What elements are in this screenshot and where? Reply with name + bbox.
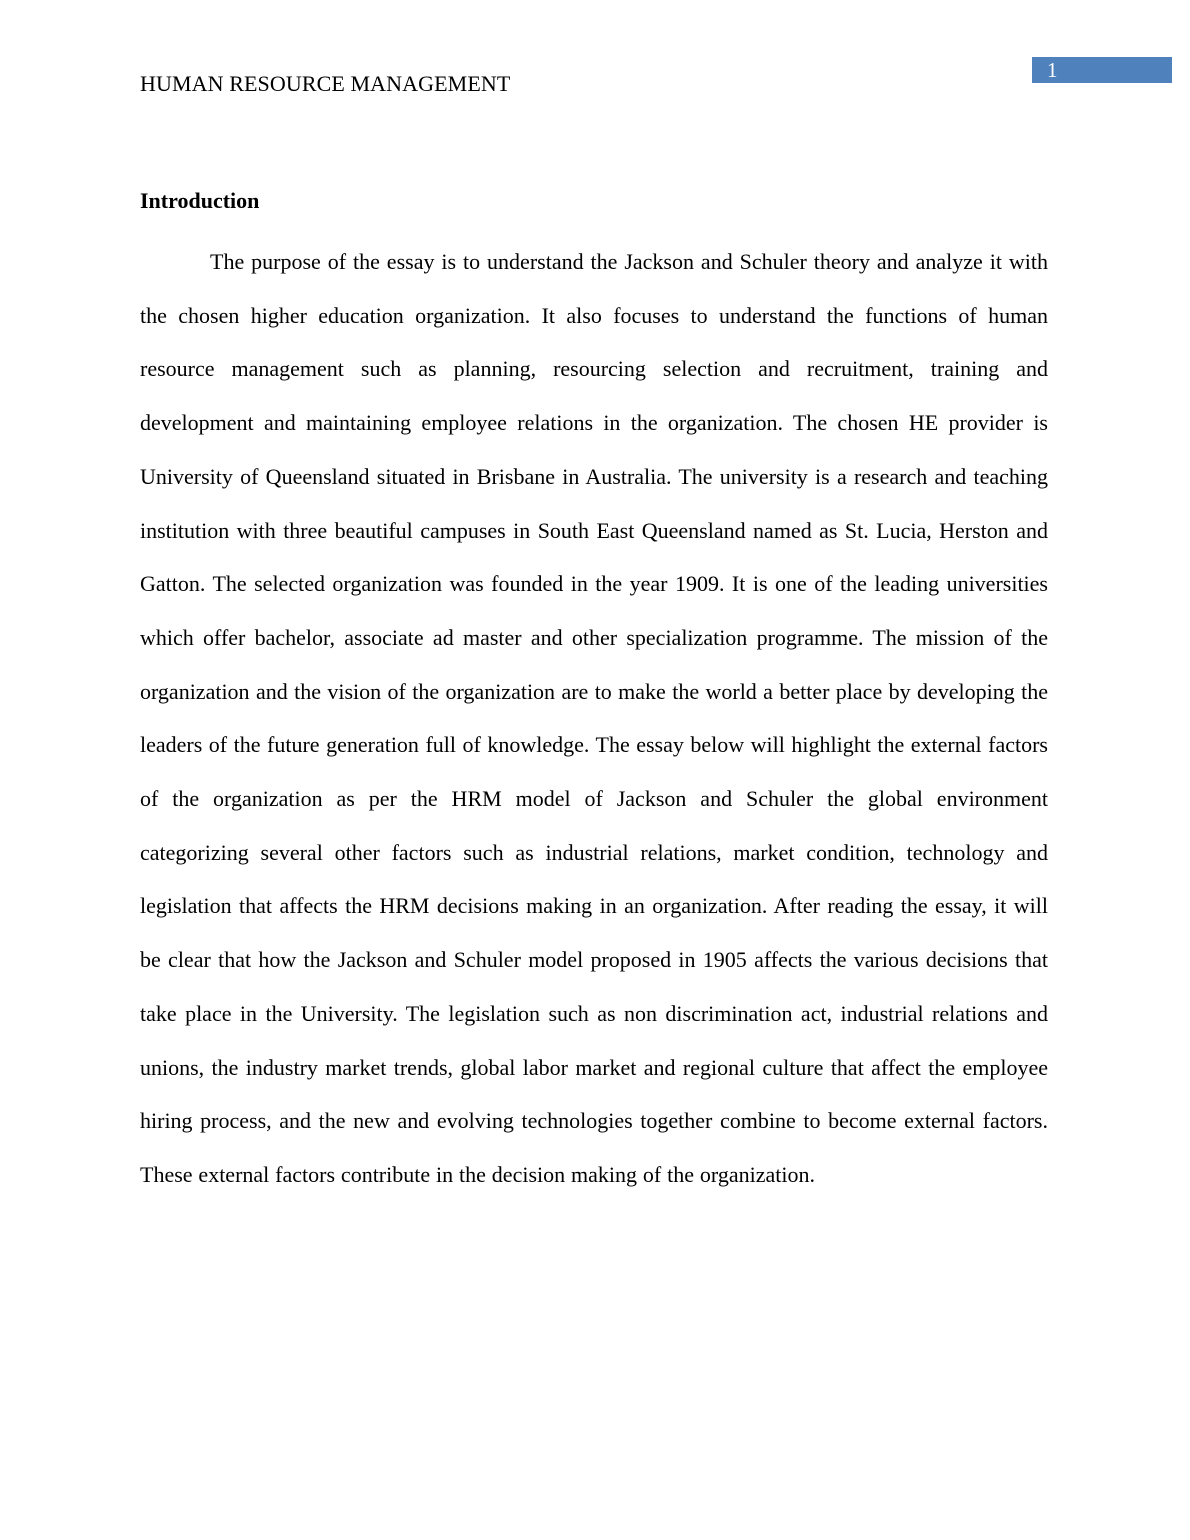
section-heading: Introduction: [140, 188, 260, 213]
page-number-badge: 1: [1032, 57, 1172, 83]
running-header-title: HUMAN RESOURCE MANAGEMENT: [140, 71, 511, 96]
body-paragraph: The purpose of the essay is to understand the Jackson and Schuler theory and analyze it with the chosen higher education organization. It also focuses to understand the functions of human resource management such as planning, resourcing selection and recruitment, training and development and maintaining employee relations in the organization. The chosen HE provider is University of Queensland situated in Brisbane in Australia. The university is a research and teaching institution with three beautiful campuses in South East Queensland named as St. Lucia, Herston and Gatton. The selected organization was founded in the year 1909. It is one of the leading universities which offer bachelor, associate ad master and other specialization programme. The mission of the organization and the vision of the organization are to make the world a better place by developing the leaders of the future generation full of knowledge. The essay below will highlight the external factors of the organization as per the HRM model of Jackson and Schuler the global environment categorizing several other factors such as industrial relations, market condition, technology and legislation that affects the HRM decisions making in an organization. After reading the essay, it will be clear that how the Jackson and Schuler model proposed in 1905 affects the various decisions that take place in the University. The legislation such as non discrimination act, industrial relations and unions, the industry market trends, global labor market and regional culture that affect the employee hiring process, and the new and evolving technologies together combine to become external factors. These external factors contribute in the decision making of the organization.: [140, 249, 1048, 1187]
